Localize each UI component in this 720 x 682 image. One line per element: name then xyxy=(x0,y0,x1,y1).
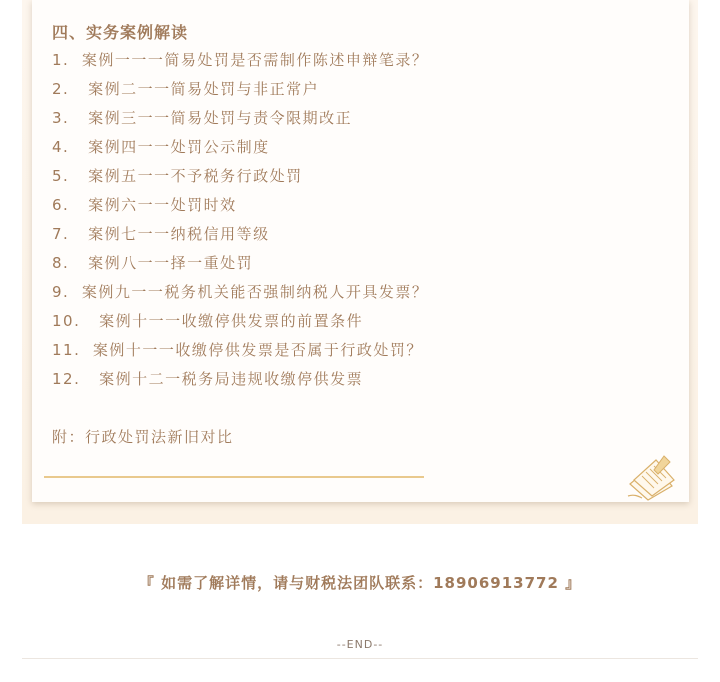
case-item-4: 4. 案例四一一处罚公示制度 xyxy=(52,138,270,156)
paper-stack-icon xyxy=(624,450,680,502)
case-item-2: 2. 案例二一一简易处罚与非正常户 xyxy=(52,80,320,98)
case-item-12: 12. 案例十二一税务局违规收缴停供发票 xyxy=(52,370,364,388)
case-item-1: 1. 案例一一一简易处罚是否需制作陈述申辩笔录？ xyxy=(52,51,429,69)
case-item-7: 7. 案例七一一纳税信用等级 xyxy=(52,225,270,243)
case-item-11: 11. 案例十一一收缴停供发票是否属于行政处罚？ xyxy=(52,341,423,359)
case-list xyxy=(52,49,428,397)
gold-divider xyxy=(44,476,424,478)
case-item-9: 9. 案例九一一税务机关能否强制纳税人开具发票？ xyxy=(52,283,429,301)
section-title: 四、实务案例解读 xyxy=(52,23,189,42)
case-item-10: 10. 案例十一一收缴停供发票的前置条件 xyxy=(52,312,364,330)
case-item-8: 8. 案例八一一择一重处罚 xyxy=(52,254,254,272)
bottom-divider xyxy=(22,658,698,659)
case-item-3: 3. 案例三一一简易处罚与责令限期改正 xyxy=(52,109,353,127)
case-item-6: 6. 案例六一一处罚时效 xyxy=(52,196,237,214)
end-mark: --END-- xyxy=(336,638,384,651)
appendix-line: 附：行政处罚法新旧对比 xyxy=(52,428,234,446)
contact-line: 『 如需了解详情，请与财税法团队联系：18906913772 』 xyxy=(138,574,582,592)
case-item-5: 5. 案例五一一不予税务行政处罚 xyxy=(52,167,303,185)
